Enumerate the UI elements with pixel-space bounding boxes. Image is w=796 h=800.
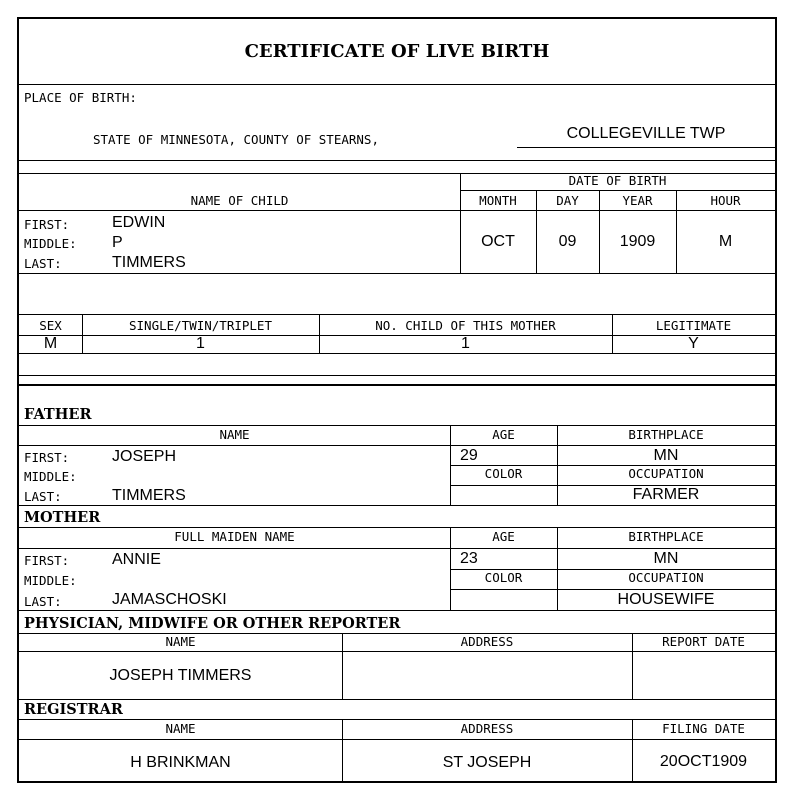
birth-day: 09 bbox=[558, 233, 577, 250]
divider bbox=[536, 190, 537, 273]
reporter-name: JOSEPH TIMMERS bbox=[109, 667, 252, 684]
father-first-label: FIRST: bbox=[24, 450, 70, 465]
birth-year: 1909 bbox=[619, 233, 656, 250]
child-middle-label: MIDDLE: bbox=[24, 236, 77, 251]
child-last-label: LAST: bbox=[24, 256, 62, 271]
mother-first-label: FIRST: bbox=[24, 553, 70, 568]
divider bbox=[19, 273, 775, 274]
divider bbox=[19, 505, 775, 506]
registrar-section-title: REGISTRAR bbox=[24, 701, 123, 718]
father-occupation-header: OCCUPATION bbox=[628, 466, 704, 481]
mother-occupation-header: OCCUPATION bbox=[628, 570, 704, 585]
date-of-birth-header: DATE OF BIRTH bbox=[568, 173, 667, 188]
plurality-header: SINGLE/TWIN/TRIPLET bbox=[129, 318, 272, 333]
father-birthplace-header: BIRTHPLACE bbox=[628, 427, 704, 442]
divider bbox=[19, 445, 775, 446]
divider bbox=[19, 314, 775, 315]
divider bbox=[450, 589, 775, 590]
father-first-name: JOSEPH bbox=[112, 448, 177, 465]
birth-hour: M bbox=[718, 233, 733, 250]
mother-color-header: COLOR bbox=[484, 570, 523, 585]
township-underline bbox=[517, 147, 775, 148]
mother-age: 23 bbox=[460, 550, 478, 567]
divider bbox=[19, 210, 775, 211]
father-last-label: LAST: bbox=[24, 489, 62, 504]
child-first-name: EDWIN bbox=[112, 214, 166, 231]
report-date-header: REPORT DATE bbox=[662, 634, 745, 649]
month-header: MONTH bbox=[479, 193, 517, 208]
year-header: YEAR bbox=[622, 193, 653, 208]
divider bbox=[19, 353, 775, 354]
place-of-birth-text: STATE OF MINNESOTA, COUNTY OF STEARNS, bbox=[93, 132, 379, 147]
sex-value: M bbox=[43, 335, 58, 352]
plurality-value: 1 bbox=[196, 335, 205, 352]
registrar-name-header: NAME bbox=[165, 721, 196, 736]
father-color-header: COLOR bbox=[484, 466, 523, 481]
divider bbox=[460, 190, 775, 191]
divider bbox=[19, 375, 775, 376]
filing-date-header: FILING DATE bbox=[662, 721, 745, 736]
divider bbox=[19, 527, 775, 528]
divider bbox=[676, 190, 677, 273]
child-last-name: TIMMERS bbox=[112, 254, 186, 271]
registrar-name: H BRINKMAN bbox=[130, 754, 231, 771]
father-birthplace: MN bbox=[653, 447, 679, 464]
child-first-label: FIRST: bbox=[24, 217, 70, 232]
sex-header: SEX bbox=[39, 318, 62, 333]
mother-section-title: MOTHER bbox=[24, 509, 101, 526]
hour-header: HOUR bbox=[710, 193, 741, 208]
divider bbox=[19, 739, 775, 740]
divider bbox=[19, 548, 775, 549]
divider bbox=[19, 651, 775, 652]
father-age: 29 bbox=[460, 447, 478, 464]
mother-first-name: ANNIE bbox=[112, 551, 161, 568]
name-of-child-header: NAME OF CHILD bbox=[190, 193, 289, 208]
divider bbox=[19, 84, 775, 85]
day-header: DAY bbox=[556, 193, 579, 208]
father-occupation: FARMER bbox=[632, 486, 700, 503]
divider bbox=[460, 173, 461, 273]
mother-birthplace-header: BIRTHPLACE bbox=[628, 529, 704, 544]
reporter-section-title: PHYSICIAN, MIDWIFE OR OTHER REPORTER bbox=[24, 615, 401, 632]
father-age-header: AGE bbox=[492, 427, 515, 442]
divider bbox=[19, 425, 775, 426]
divider bbox=[599, 190, 600, 273]
father-section-title: FATHER bbox=[24, 406, 92, 423]
mother-name-header: FULL MAIDEN NAME bbox=[174, 529, 295, 544]
child-middle-name: P bbox=[112, 234, 123, 251]
thick-divider bbox=[19, 384, 775, 386]
registrar-address: ST JOSEPH bbox=[442, 754, 532, 771]
birth-month: OCT bbox=[481, 233, 515, 250]
mother-last-label: LAST: bbox=[24, 594, 62, 609]
divider bbox=[19, 699, 775, 700]
mother-middle-label: MIDDLE: bbox=[24, 573, 77, 588]
child-number-header: NO. CHILD OF THIS MOTHER bbox=[375, 318, 556, 333]
birth-certificate bbox=[17, 17, 777, 783]
mother-occupation: HOUSEWIFE bbox=[617, 591, 715, 608]
filing-date: 20OCT1909 bbox=[659, 753, 748, 770]
mother-birthplace: MN bbox=[653, 550, 679, 567]
reporter-name-header: NAME bbox=[165, 634, 196, 649]
mother-age-header: AGE bbox=[492, 529, 515, 544]
divider bbox=[19, 719, 775, 720]
father-middle-label: MIDDLE: bbox=[24, 469, 77, 484]
legitimate-value: Y bbox=[688, 335, 699, 352]
divider bbox=[19, 160, 775, 161]
registrar-address-header: ADDRESS bbox=[460, 721, 514, 736]
child-number-value: 1 bbox=[461, 335, 470, 352]
father-name-header: NAME bbox=[219, 427, 250, 442]
certificate-title: CERTIFICATE OF LIVE BIRTH bbox=[244, 41, 550, 62]
reporter-address-header: ADDRESS bbox=[460, 634, 514, 649]
father-last-name: TIMMERS bbox=[112, 487, 186, 504]
legitimate-header: LEGITIMATE bbox=[655, 318, 732, 333]
mother-last-name: JAMASCHOSKI bbox=[112, 591, 227, 608]
place-of-birth-label: PLACE OF BIRTH: bbox=[24, 90, 137, 105]
divider bbox=[19, 610, 775, 611]
township-value: COLLEGEVILLE TWP bbox=[566, 125, 726, 142]
